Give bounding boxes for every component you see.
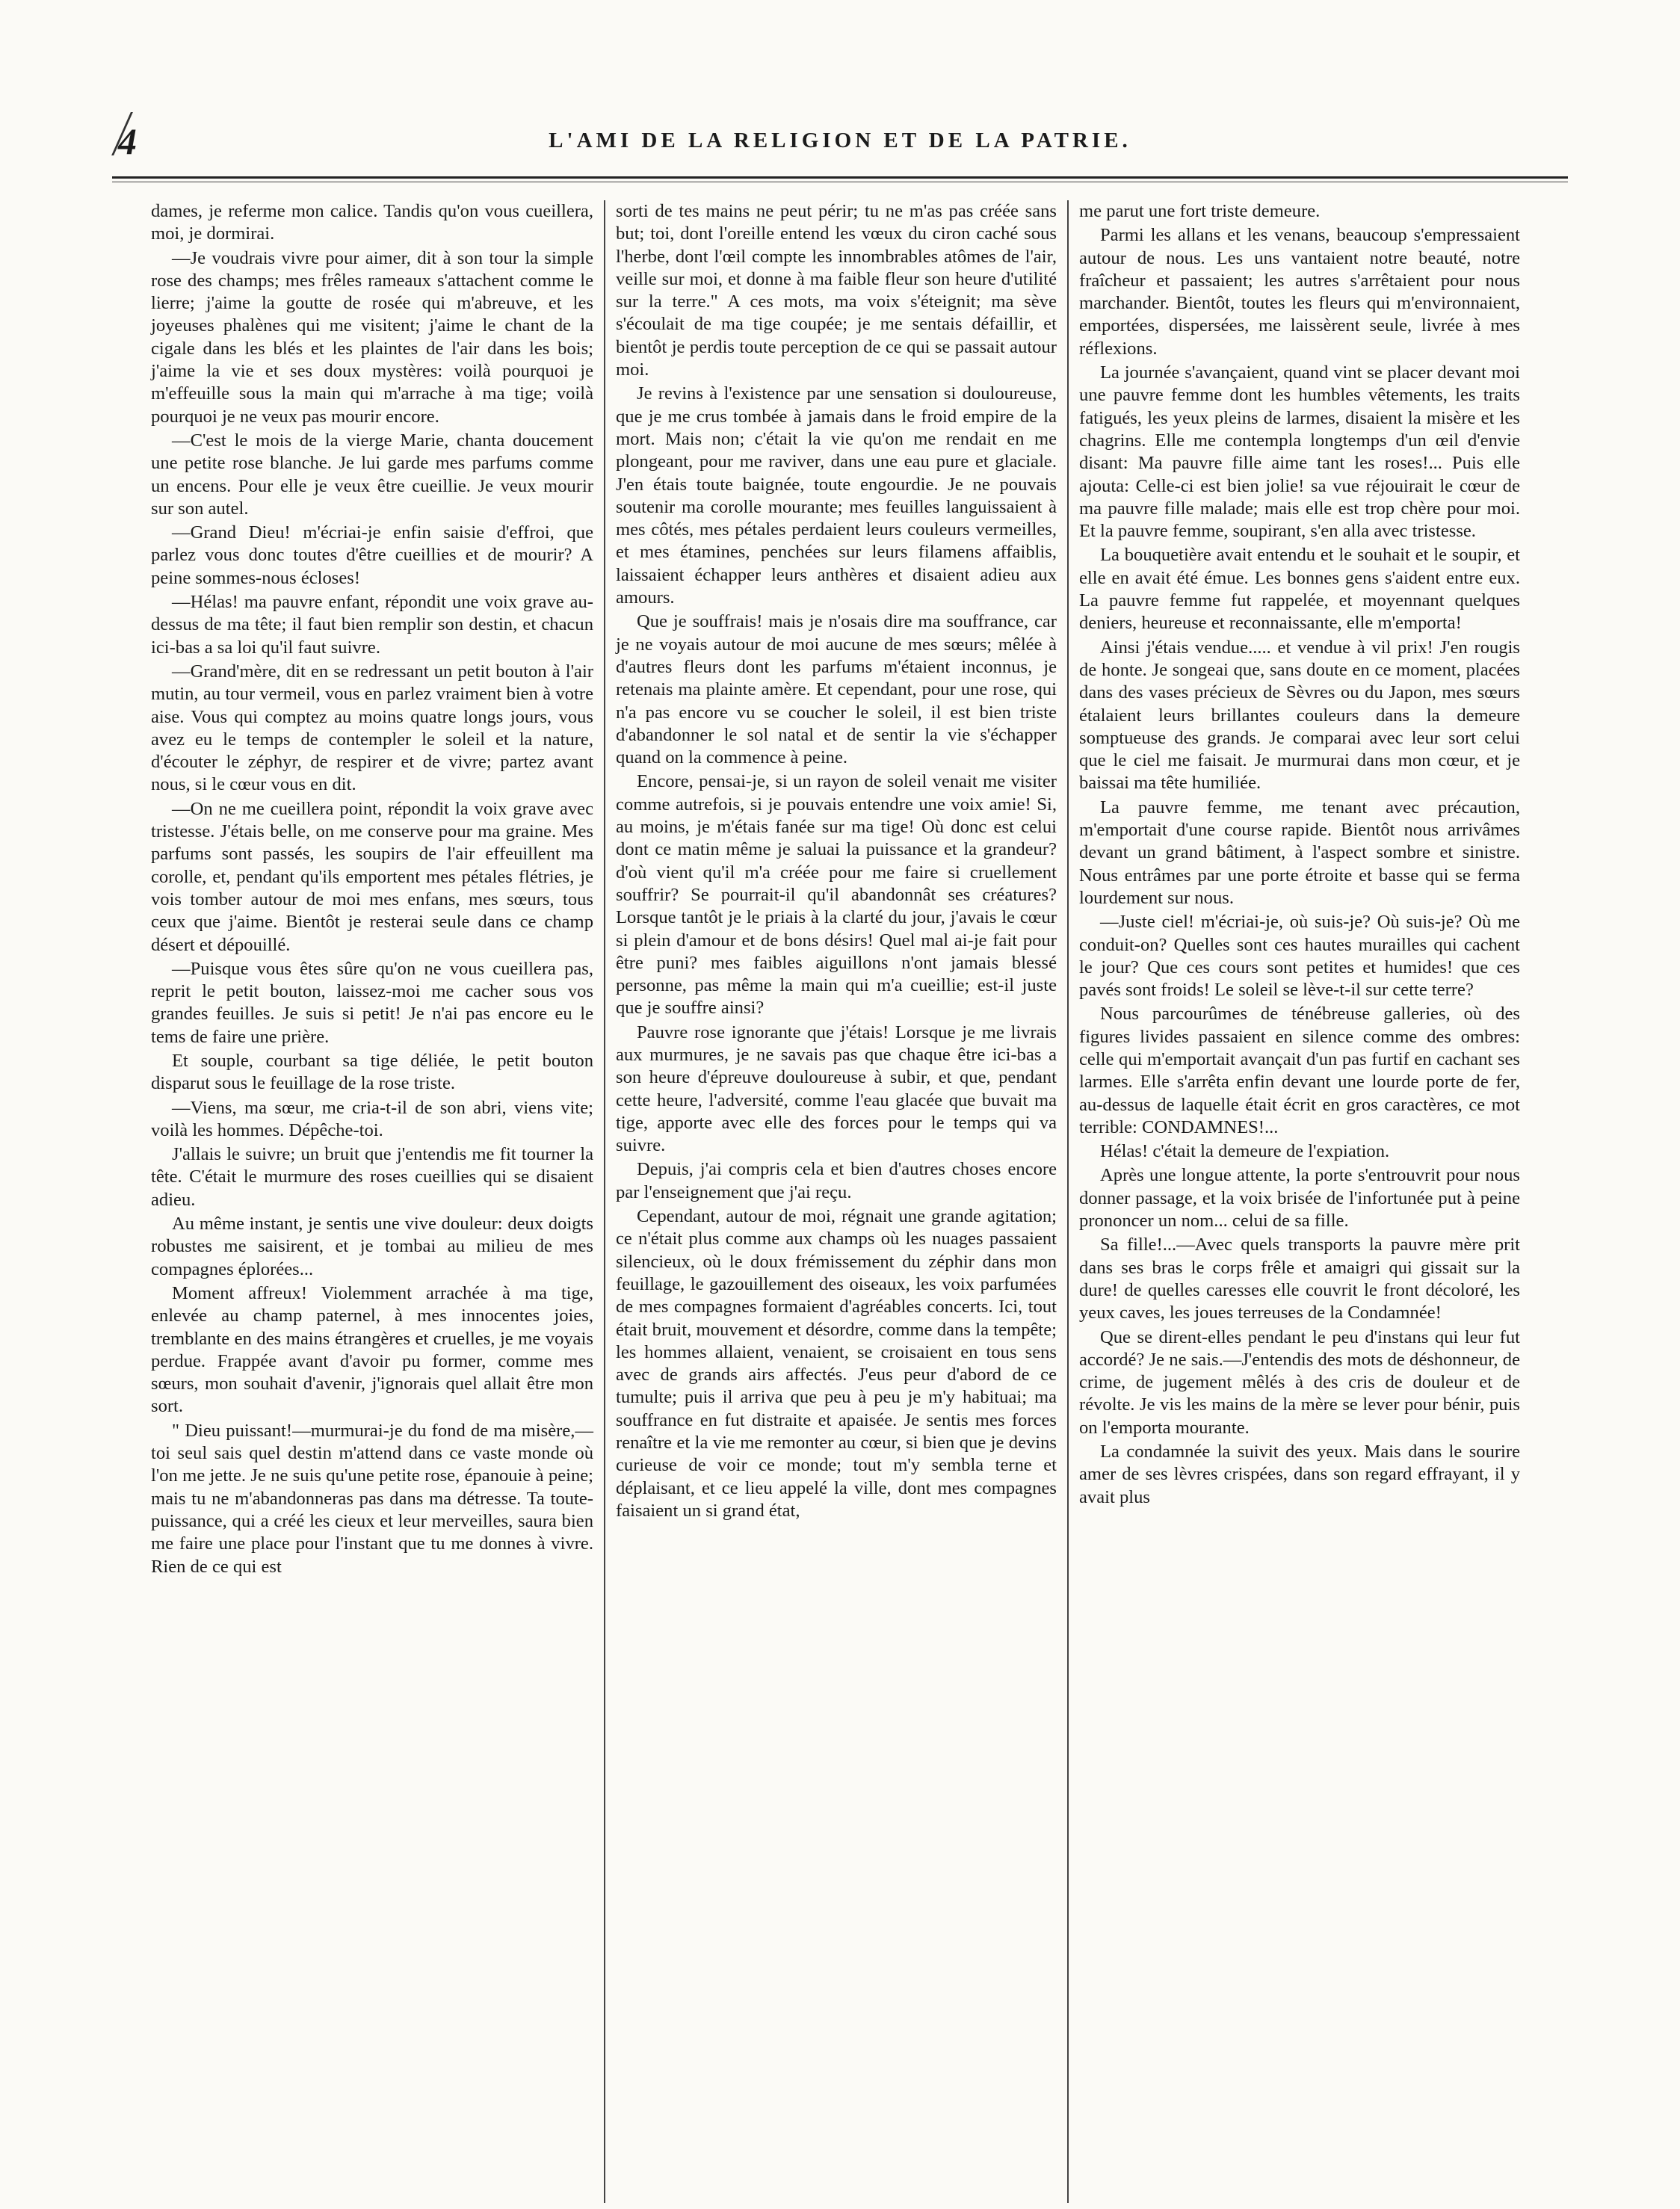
- running-title: L'AMI DE LA RELIGION ET DE LA PATRIE.: [549, 129, 1131, 152]
- paragraph: Au même instant, je sentis une vive douleur: deux doigts robustes me saisirent, et je tombai au milieu de mes compagnes éplorées...: [151, 1214, 593, 1279]
- paragraph: Après une longue attente, la porte s'entrouvrit pour nous donner passage, et la voix brisée de l'infortunée put à peine prononcer un nom... celui de sa fille.: [1079, 1165, 1520, 1232]
- paragraph: Nous parcourûmes de ténébreuse galleries, où des figures livides passaient en silence comme des ombres: celle qui m'emportait avançait d'un pas furtif en cachant ses larmes. Elle s'arrêta enfin devant une lourde porte de fer, au-dessus de laquelle était écrit en gros caractères, ce mot terrible: CONDAMNES!...: [1079, 1004, 1520, 1137]
- paragraph: La journée s'avançaient, quand vint se placer devant moi une pauvre femme dont les humbles vêtements, les traits fatigués, les yeux pleins de larmes, disaient la misère et les chagrins. Elle me contempla longtemps d'un œil d'envie disant: Ma pauvre fille aime tant les roses!... Puis elle ajouta: Celle-ci est bien jolie! sa vue réjouirait le cœur de ma pauvre fille malade; mais elle est trop chère pour moi. Et la pauvre femme, soupirant, s'en alla avec tristesse.: [1079, 362, 1520, 542]
- paragraph: —C'est le mois de la vierge Marie, chanta doucement une petite rose blanche. Je lui garde mes parfums comme un encens. Pour elle je veux être cueillie. Je veux mourir sur son autel.: [151, 430, 593, 519]
- paragraph: Cependant, autour de moi, régnait une grande agitation; ce n'était plus comme aux champs où les nuages passaient silencieux, où le doux frémissement du zéphir dans mon feuillage, le gazouillement des oiseaux, les voix parfumées de mes compagnes formaient d'agréables concerts. Ici, tout était bruit, mouvement et désordre, comme dans la tempête; les hommes allaient, venaient, se croisaient en tous sens avec de grands airs affectés. J'eus peur d'abord de ce tumulte; puis il arriva que peu à peu je m'y habituai; ma souffrance en fut distraite et apaisée. Je sentis mes forces renaître et la vie me remonter au cœur, si bien que je devins curieuse de voir ce monde; tout m'y sembla terne et déplaisant, et ce lieu appelé la ville, dont mes compagnes faisaient un si grand état,: [616, 1206, 1057, 1521]
- paragraph: Encore, pensai-je, si un rayon de soleil venait me visiter comme autrefois, si je pouvais entendre une voix amie! Si, au moins, je m'étais fanée sur ma tige! Où donc est celui dont ce matin même je saluai la puissance et la grandeur? d'où vient qu'il m'a créée pour me faire si cruellement souffrir? Se pourrait-il qu'il abandonnât ses créatures? Lorsque tantôt je le priais à la clarté du jour, j'avais le cœur si plein d'amour et de bons désirs! Quel mal ai-je fait pour être puni? mes faibles aiguillons n'ont jamais blessé personne, pas même la main qui m'a cueillie; est-il juste que je souffre ainsi?: [616, 771, 1057, 1019]
- text-columns: [140, 200, 1531, 2203]
- header-rule: [112, 176, 1568, 179]
- paragraph: —Puisque vous êtes sûre qu'on ne vous cueillera pas, reprit le petit bouton, laissez-moi me cacher sous vos grandes feuilles. Je suis si petit! Je n'ai pas encore eu le tems de faire une prière.: [151, 958, 593, 1047]
- paragraph: —Hélas! ma pauvre enfant, répondit une voix grave au-dessus de ma tête; il faut bien remplir son destin, et chacun ici-bas a sa loi qu'il faut suivre.: [151, 592, 593, 658]
- column-2: [604, 200, 1067, 2203]
- paragraph: —Juste ciel! m'écriai-je, où suis-je? Où suis-je? Où me conduit-on? Quelles sont ces hautes murailles qui cachent le jour? Que ces cours sont petites et humides! que ces pavés sont froids! Le soleil se lève-t-il sur cette terre?: [1079, 912, 1520, 1001]
- paragraph: La bouquetière avait entendu et le souhait et le soupir, et elle en avait été émue. Les bonnes gens s'aident entre eux. La pauvre femme fut rappelée, et moyennant quelques deniers, heureuse et reconnaissante, elle m'emporta!: [1079, 545, 1520, 634]
- paragraph: —On ne me cueillera point, répondit la voix grave avec tristesse. J'étais belle, on me conserve pour ma graine. Mes parfums sont passés, les soupirs de l'air effeuillent ma corolle, et, pendant qu'ils emportent mes pétales flétries, je vois tomber autour de moi mes enfans, mes sœurs, tous ceux que j'aime. Bientôt je resterai seule dans ce champ désert et dépouillé.: [151, 798, 593, 955]
- paragraph: La condamnée la suivit des yeux. Mais dans le sourire amer de ses lèvres crispées, dans son regard effrayant, il y avait plus: [1079, 1442, 1520, 1507]
- paragraph: dames, je referme mon calice. Tandis qu'on vous cueillera, moi, je dormirai.: [151, 201, 593, 244]
- paragraph: sorti de tes mains ne peut périr; tu ne m'as pas créée sans but; toi, dont l'oreille entend les vœux du ciron caché sous l'herbe, dont l'œil compte les innombrables atômes de l'air, veille sur moi, et donne à ma faible fleur son heure d'utilité sur la terre." A ces mots, ma voix s'éteignit; ma sève s'écoulait de ma tige coupée; je me sentais défaillir, et bientôt je perdis toute perception de ce qui se passait autour moi.: [616, 201, 1057, 380]
- paragraph: Pauvre rose ignorante que j'étais! Lorsque je me livrais aux murmures, je ne savais pas que chaque être ici-bas a son heure d'épreuve douloureuse à subir, et que, pendant cette heure, l'adversité, comme l'eau glacée que buvait ma tige, apporte avec elle des forces pour le temps qui va suivre.: [616, 1022, 1057, 1156]
- paragraph: Parmi les allans et les venans, beaucoup s'empressaient autour de nous. Les uns vantaient notre beauté, notre fraîcheur et passaient; les autres s'arrêtaient pour nous marchander. Bientôt, toutes les fleurs qui m'environnaient, emportées, dispersées, me laissèrent seule, livrée à mes réflexions.: [1079, 225, 1520, 359]
- paragraph: Moment affreux! Violemment arrachée à ma tige, enlevée au champ paternel, à mes innocentes joies, tremblante en des mains étrangères et cruelles, je me voyais perdue. Frappée avant d'avoir pu former, comme mes sœurs, mon souhait d'avenir, j'ignorais quel allait être mon sort.: [151, 1282, 593, 1417]
- column-3: [1067, 200, 1531, 2203]
- paragraph: La pauvre femme, me tenant avec précaution, m'emportait d'une course rapide. Bientôt nous arrivâmes devant un grand bâtiment, à l'aspect sombre et sinistre. Nous entrâmes par une porte étroite et basse qui se ferma lourdement sur nous.: [1079, 797, 1520, 908]
- paragraph: —Grand Dieu! m'écriai-je enfin saisie d'effroi, que parlez vous donc toutes d'être cueillies et de mourir? A peine sommes-nous écloses!: [151, 522, 593, 588]
- column-1: [140, 200, 604, 2203]
- paragraph: Hélas! c'était la demeure de l'expiation.: [1100, 1141, 1390, 1162]
- paragraph: —Grand'mère, dit en se redressant un petit bouton à l'air mutin, au tour vermeil, vous en parlez vraiment bien à votre aise. Vous qui comptez au moins quatre longs jours, vous avez eu le temps de contempler le soleil et la nature, d'écouter le zéphyr, de respirer et de vivre; partez avant nous, si le cœur vous en dit.: [151, 661, 593, 795]
- paragraph: Et souple, courbant sa tige déliée, le petit bouton disparut sous le feuillage de la rose triste.: [151, 1050, 593, 1094]
- page-number: 4: [118, 120, 137, 162]
- paragraph: —Je voudrais vivre pour aimer, dit à son tour la simple rose des champs; mes frêles rameaux s'attachent comme le lierre; j'aime la goutte de rosée qui m'abreuve, et les joyeuses phalènes qui me visitent; j'aime le chant de la cigale dans les blés et les plaintes de l'air dans les bois; j'aime la vie et ses doux mystères: voilà pourquoi je m'effeuille sous la main qui m'arrache à ma tige; voilà pourquoi je ne veux pas mourir encore.: [151, 247, 593, 427]
- paragraph: Je revins à l'existence par une sensation si douloureuse, que je me crus tombée à jamais dans le froid empire de la mort. Mais non; c'était la vie qu'on me rendait en me plongeant, pour me raviver, dans une eau pure et glaciale. J'en étais toute baignée, toute engourdie. Je ne pouvais soutenir ma corolle mourante; mes feuilles languissaient à mes côtés, mes pétales perdaient leurs couleurs vermeilles, et mes étamines, penchées sur leurs filamens affaiblis, laissaient échapper leurs anthères et disaient adieu aux amours.: [616, 383, 1057, 608]
- paragraph: —Viens, ma sœur, me cria-t-il de son abri, viens vite; voilà les hommes. Dépêche-toi.: [151, 1097, 593, 1140]
- paragraph: Depuis, j'ai compris cela et bien d'autres choses encore par l'enseignement que j'ai reçu.: [616, 1159, 1057, 1202]
- paragraph: J'allais le suivre; un bruit que j'entendis me fit tourner la tête. C'était le murmure des roses cueillies qui se disaient adieu.: [151, 1144, 593, 1210]
- paragraph: " Dieu puissant!—murmurai-je du fond de ma misère,—toi seul sais quel destin m'attend dans ce vaste monde où l'on me jette. Je ne suis qu'une petite rose, épanouie à peine; mais tu ne m'abandonneras pas dans ma détresse. Ta toute-puissance, qui a créé les cieux et leur merveilles, saura bien me faire une place pour l'instant que tu me donnes à vivre. Rien de ce qui est: [151, 1420, 593, 1577]
- paragraph: Que je souffrais! mais je n'osais dire ma souffrance, car je ne voyais autour de moi aucune de mes sœurs; mêlée à d'autres fleurs dont les parfums m'étaient inconnus, je retenais ma plainte amère. Et cependant, pour une rose, qui n'a pas encore vu se coucher le soleil, il est bien triste d'abandonner le sol natal et de sentir la vie s'échapper quand on la commence à peine.: [616, 611, 1057, 768]
- paragraph: Ainsi j'étais vendue..... et vendue à vil prix! J'en rougis de honte. Je songeai que, sans doute en ce moment, placées dans des vases précieux de Sèvres ou du Japon, mes sœurs étalaient leurs brillantes couleurs dans la demeure somptueuse des grands. Je comparai avec leur sort celui que le ciel me faisait. Je murmurai dans mon cœur, et je baissai ma tête humiliée.: [1079, 637, 1520, 794]
- paragraph: Sa fille!...—Avec quels transports la pauvre mère prit dans ses bras le corps frêle et amaigri qui gissait sur la dure! de quelles caresses elle couvrit le front décoloré, les yeux caves, les joues terreuses de la Condamnée!: [1079, 1235, 1520, 1323]
- paragraph: Que se dirent-elles pendant le peu d'instans qui leur fut accordé? Je ne sais.—J'entendis des mots de déshonneur, de crime, de jugement mêlés à des cris de douleur et de révolte. Je vis les mains de la mère se lever pour bénir, puis on l'emporta mourante.: [1079, 1326, 1520, 1438]
- paragraph: me parut une fort triste demeure.: [1079, 201, 1321, 221]
